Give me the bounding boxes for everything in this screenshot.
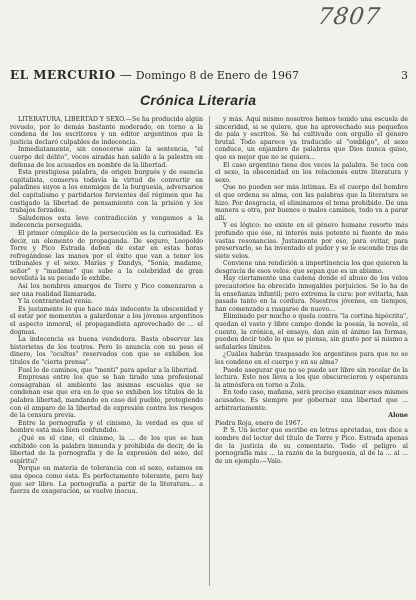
paragraph: Esta prestigiosa palabra, de origen burgués y de esencia capitalista, conserva todavía la virtud de convertir en paladines suyos a los enemigos de la burguesía, adversarios del capitalismo y partidarios fervientes del régimen que ha castigado la libertad de pensamiento con la prisión y los trabajos forzados. xyxy=(10,169,203,215)
paragraph: La indecencia es buena vendedora. Basta observar las historietas de los teatros. Pero lo anuncia con su peso el dinero, los "ocultos" reservados con que se exhiben los títulos de "cierta prensa". xyxy=(10,336,203,366)
paragraph: LITERATURA, LIBERTAD Y SEXO.—Se ha producido algún revuelo, por lo demás bastante moderado, en torno a la condena de los escritores y un editor argentinos que la justicia declaró culpables de indecencia. xyxy=(10,116,203,146)
paragraph: Porque en materia de tolerancia con el sexo, estamos en una época como ésta. Es perfectamente tolerante, pero hay que ser libre. La pornografía a partir de la literatura... a fuerza de exageración, se vuelve inocua. xyxy=(10,465,203,496)
author-signature: Alone xyxy=(388,412,408,420)
paragraph: Es justamente lo que hace más indecente la obscenidad y el estar por momentos a galardonar a los jóvenes argentinos el aspecto inmoral, el propagandista aprovechado de ... el dogmas. xyxy=(10,305,203,336)
paragraph: El caso argentino tiene dos veces la palabra. Se toca con el sexo, la obscenidad en los relaciones entre literatura y sexo. xyxy=(215,161,408,184)
newspaper-name: EL MERCURIO xyxy=(10,68,116,82)
paragraph: En todo caso, mañana, será preciso examinar esos mismos acusados. Es siempre por gobernar una libertad que ... arbitrariamente. xyxy=(215,389,408,412)
paragraph: Saludemos esta leve contradicción y vengamos a la indecencia perseguida. xyxy=(10,214,203,230)
article-right-column xyxy=(215,116,408,594)
paragraph: Y es lógico: no existe en el género humano resorte más profundo que ése, ni interés más potente ni fuente de más vastas resonancias. Justamente por eso, para evitar, para preservarlo, se ha inventado el pudor y se le esconde tras de siete velos. xyxy=(215,222,408,260)
paragraph: y más. Aquí mismo nosotros hemos tenido una escuela de sinceridad, si se quiere, que ha aprovechado sus pequeños de pala y escritos. Se ha cultivado con orgullo el género brutal. Todo aparece ya traducido al "ombligo", el sexo conduce, un enjambre de palabras que Dios nunca quiso, que es mejor que no se quiera... xyxy=(215,116,408,161)
article-left-column xyxy=(10,116,203,594)
paragraph: ¿Qué es el cine, el cinismo, la ... de los que se han exhibido con la palabra inmunda y prohibida de decir, de la libertad de la pornografía y de la expresión del sexo, del espíritu? xyxy=(10,434,203,465)
postscript: P. S. Un lector que escribe en letras apretadas, nos dice a nombre del lector del título de Torre y Pico. Estrada apenas de la justicia de su comentario. Todo el peligro al pornografía más ... la razón de la burguesía, al de la ... al ... de un ejemplo.—Valo. xyxy=(215,427,408,465)
paragraph: Inmediatamente, sin conocerse aún la sentencia, "el cuerpo del delito", voces airadas han salido a la palestra en defensa de los acusados en nombre de la libertad. xyxy=(10,146,203,169)
masthead xyxy=(10,68,408,82)
paragraph: Empresas entre los que se han tirado una profesional consagraban el ambiente las mismas escuelas que se condenan ese que era en lo que se exhiben los títulos de la palabra libertad, mandando en caso del pueblo, protegiendo con el amparo de la libertad de expresión contra los riesgos de la censura previa. xyxy=(10,374,203,420)
masthead-separator: — xyxy=(119,68,132,82)
paragraph: Puede asegurar que no se puede ser libre sin recelar de la lectura. Esto nos lleva a los que obscurecieron y esperanza la atmósfera en torno a Zola. xyxy=(215,366,408,389)
column-divider xyxy=(209,116,210,586)
paragraph: El primer cómplice de la persecución es la curiosidad. Es decir, un elemento de propaganda. De seguro, Leopoldo Torre y Pico Estrada deben de estar en estas horas refregándose las manos por el éxito que van a tener los tribunales y el sexo. Marías y Dandys, "Sonia, madame, señor" y "madame" que sube a la celebridad de gran novelista la su pecado le exhibe. xyxy=(10,229,203,283)
paragraph: Eliminado por mucho o quela contra "la cortina hipócrita", quedan el vasto y libre campo donde la poesía, la novela, el cuento, la crónica, el ensayo, dan aún el ánimo las formas, pueden decir todo lo que se piensa, sin gusto por sí mismo a señalarles límites. xyxy=(215,313,408,351)
issue-date: Domingo 8 de Enero de 1967 xyxy=(135,69,299,82)
paragraph: Que no pueden ser más íntimas. Es el cuerpo del hombre el que ordena su alma, con las palabras que la literatura se hizo. Por desgracia, el eliminamos el tema prohibido. De una manera u otra, por buenos o malos caminos, todo va a parar allí. xyxy=(215,184,408,222)
section-title: Crónica Literaria xyxy=(140,92,257,108)
dateline: Piedra Roja, enero de 1967. xyxy=(215,419,303,427)
paragraph: Entre la pornografía y el cinismo, la verdad es que el hombre está más bien confundido. xyxy=(10,419,203,435)
page-number: 3 xyxy=(401,69,408,82)
paragraph: Fuel lo de caminos, que "menti" para apelar a la libertad. xyxy=(18,366,199,374)
paragraph: Y la contrariedad venía. xyxy=(18,298,93,306)
handwritten-archive-number: 7807 xyxy=(316,4,383,30)
paragraph: Hay ciertamente una cadena donde el abuso de los velos precautorios ha obrecido innegables perjuicios. Se lo ha de la enseñanza infantil; pero extrema la cura: por evitarla, han pasado tanto en la cordura. Nuestros jóvenes, en tiempos, han comenzado a rasgarse de nuevo... xyxy=(215,275,408,313)
paragraph: Así los nombres amargos de Torre y Pico comenzaron a ser una realidad llamarada. xyxy=(10,283,203,298)
paragraph: Conviene una rendición a impertinencia los que quieren la desgracia de esos velos: que sepan que es un abismo. xyxy=(215,260,408,275)
paragraph: ¿Cuáles habrán traspasado los argentinos para que no se les condene en el cuerpo y en su alma? xyxy=(215,351,408,366)
